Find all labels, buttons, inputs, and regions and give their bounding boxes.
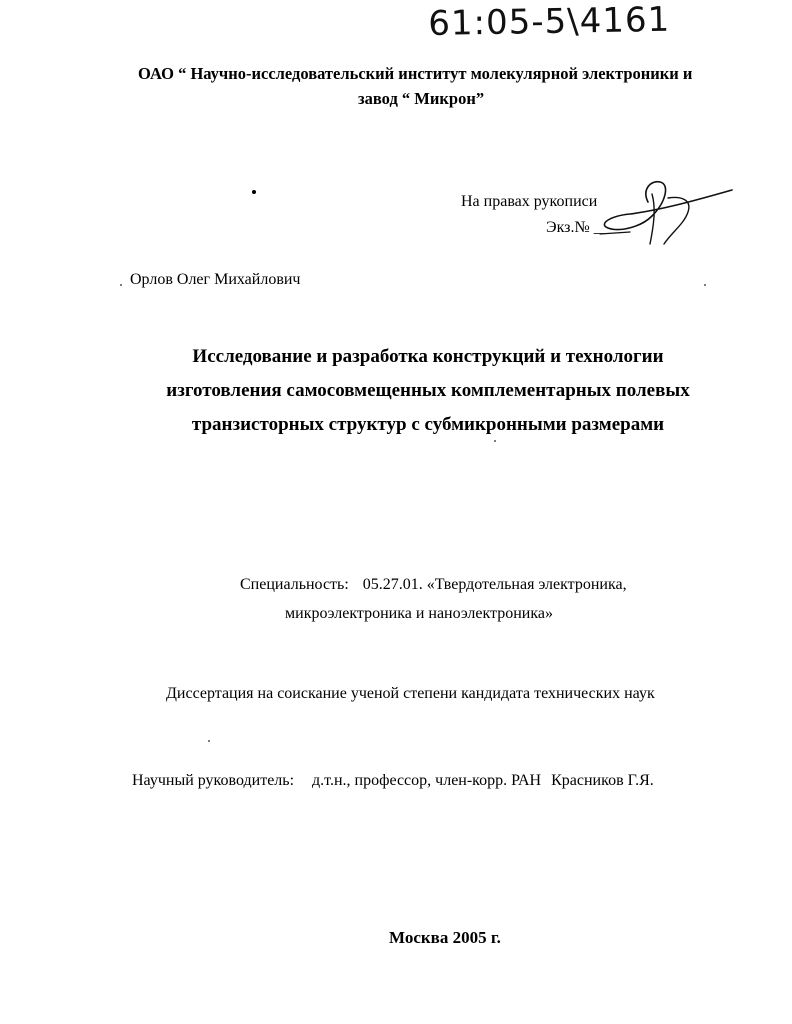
scan-speck (704, 284, 706, 286)
specialty-value-1: 05.27.01. «Твердотельная электроника, (362, 576, 627, 593)
specialty-line-1 (240, 576, 627, 594)
ink-dot (252, 190, 256, 194)
supervisor-label: Научный руководитель: (132, 772, 295, 789)
institution-line-1: ОАО “ Научно-исследовательский институт молекулярной электроники и (138, 64, 693, 83)
specialty-label: Специальность: (240, 576, 349, 593)
author-name: Орлов Олег Михайлович (130, 271, 301, 288)
specialty-value-2: микроэлектроника и наноэлектроника» (285, 605, 553, 622)
handwritten-signature (590, 172, 740, 252)
supervisor-name: Красников Г.Я. (551, 772, 654, 789)
city-year: Москва 2005 г. (389, 928, 501, 947)
scan-speck (494, 440, 496, 442)
scan-speck (120, 284, 122, 286)
supervisor-credentials: д.т.н., профессор, член-корр. РАН (312, 772, 542, 789)
archive-code: 61:05-5\4161 (428, 0, 671, 44)
supervisor-line (132, 772, 654, 790)
institution-line-2: завод “ Микрон” (358, 89, 485, 108)
dissertation-statement: Диссертация на соискание ученой степени кандидата технических наук (166, 685, 655, 702)
scan-speck (208, 740, 210, 742)
title-line-1: Исследование и разработка конструкций и технологии (192, 346, 664, 367)
title-line-2: изготовления самосовмещенных комплементарных полевых (166, 380, 690, 401)
copy-number: Экз.№ __ (546, 219, 610, 236)
manuscript-rights-label: На правах рукописи (461, 193, 598, 210)
title-line-3: транзисторных структур с субмикронными размерами (191, 414, 665, 435)
